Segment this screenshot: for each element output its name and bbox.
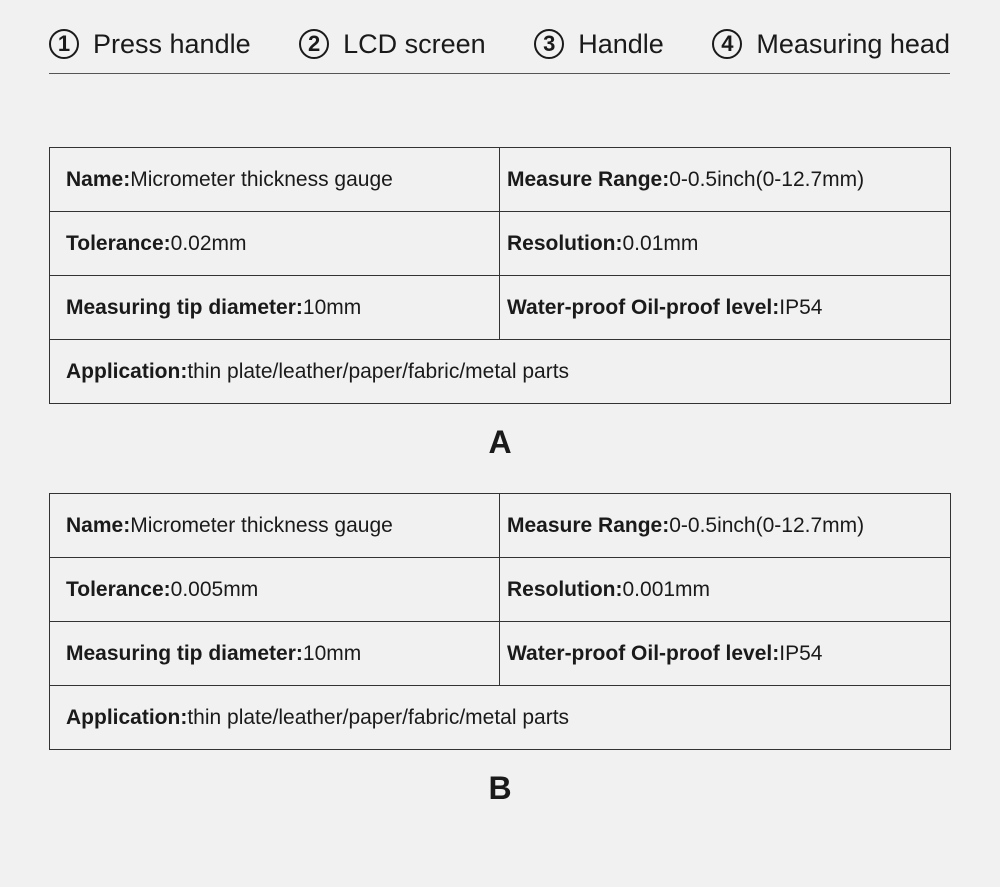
- name-cell: Name:Micrometer thickness gauge: [50, 148, 500, 212]
- legend-label: Press handle: [93, 29, 251, 59]
- table-row: [50, 148, 951, 212]
- protection-level-cell: Water-proof Oil-proof level:IP54: [500, 276, 951, 340]
- table-row: [50, 494, 951, 558]
- legend-label: Handle: [578, 29, 664, 59]
- resolution-cell: Resolution:0.01mm: [500, 212, 951, 276]
- measure-range-cell: Measure Range:0-0.5inch(0-12.7mm): [500, 148, 951, 212]
- legend-item-lcd-screen: [299, 26, 486, 62]
- number-2-badge: 2: [299, 29, 329, 59]
- legend-label: LCD screen: [343, 29, 486, 59]
- parts-legend: [49, 26, 950, 62]
- table-row: [50, 212, 951, 276]
- number-1-badge: 1: [49, 29, 79, 59]
- tip-diameter-cell: Measuring tip diameter:10mm: [50, 276, 500, 340]
- tolerance-cell: Tolerance:0.02mm: [50, 212, 500, 276]
- table-row: [50, 686, 951, 750]
- application-cell: Application:thin plate/leather/paper/fabric/metal parts: [50, 686, 951, 750]
- legend-item-measuring-head: [712, 26, 950, 62]
- table-row: [50, 340, 951, 404]
- spec-table-a: [49, 147, 951, 404]
- number-3-badge: 3: [534, 29, 564, 59]
- variant-a-label: A: [488, 424, 512, 460]
- protection-level-cell: Water-proof Oil-proof level:IP54: [500, 622, 951, 686]
- variant-b-label: B: [488, 770, 512, 806]
- measure-range-cell: Measure Range:0-0.5inch(0-12.7mm): [500, 494, 951, 558]
- tolerance-cell: Tolerance:0.005mm: [50, 558, 500, 622]
- legend-item-handle: [534, 26, 664, 62]
- application-cell: Application:thin plate/leather/paper/fabric/metal parts: [50, 340, 951, 404]
- table-row: [50, 276, 951, 340]
- spec-table-b: [49, 493, 951, 750]
- legend-divider: [49, 73, 950, 74]
- legend-item-press-handle: [49, 26, 251, 62]
- table-row: [50, 622, 951, 686]
- name-cell: Name:Micrometer thickness gauge: [50, 494, 500, 558]
- resolution-cell: Resolution:0.001mm: [500, 558, 951, 622]
- table-row: [50, 558, 951, 622]
- number-4-badge: 4: [712, 29, 742, 59]
- tip-diameter-cell: Measuring tip diameter:10mm: [50, 622, 500, 686]
- legend-label: Measuring head: [756, 29, 950, 59]
